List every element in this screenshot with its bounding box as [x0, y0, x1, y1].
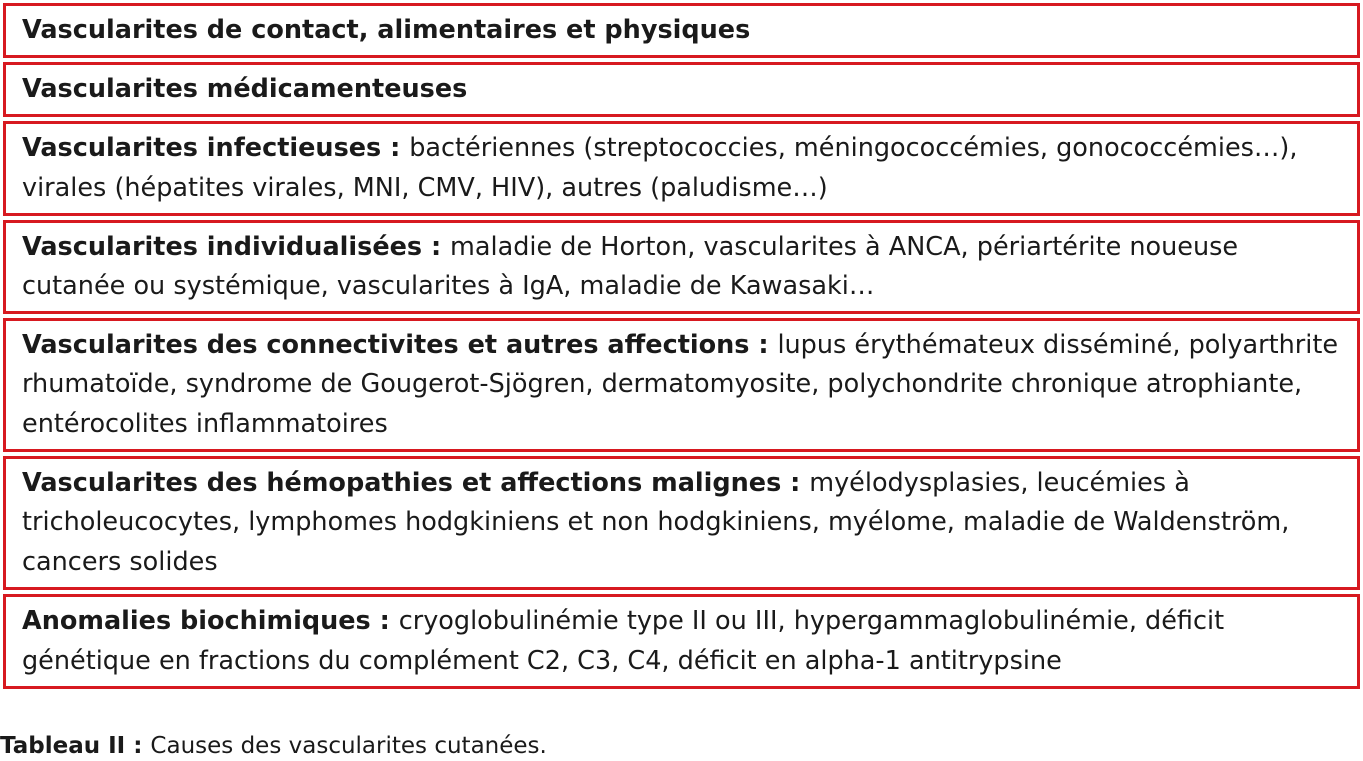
table-caption [0, 731, 547, 761]
row-label: Vascularites de contact, alimentaires et physiques [22, 14, 751, 45]
table-row [3, 318, 1360, 452]
caption-text: Causes des vascularites cutanées. [150, 733, 547, 759]
table-row [3, 456, 1360, 590]
row-text: lupus érythémateux disséminé, polyarthrite rhumatoïde, syndrome de Gougerot-Sjögren, dermatomyosite, polychondrite chronique atrophiante, entérocolites inflammatoires [22, 329, 1339, 439]
row-text: bactériennes (streptococcies, méningococcémies, gonococcémies…), virales (hépatites virales, MNI, CMV, HIV), autres (paludisme…) [22, 133, 1298, 203]
causes-table [3, 3, 1360, 693]
row-label: Anomalies biochimiques : [22, 606, 399, 636]
row-text: cryoglobulinémie type II ou III, hypergammaglobulinémie, déficit génétique en fractions du complément C2, C3, C4, déficit en alpha-1 antitrypsine [22, 606, 1225, 676]
table-row [3, 220, 1360, 314]
row-label: Vascularites médicamenteuses [22, 73, 468, 104]
table-row [3, 3, 1360, 58]
table-row [3, 62, 1360, 117]
row-label: Vascularites individualisées : [22, 231, 451, 262]
row-label: Vascularites des connectivites et autres affections : [22, 329, 778, 360]
row-text: maladie de Horton, vascularites à ANCA, périartérite noueuse cutanée ou systémique, vascularites à IgA, maladie de Kawasaki… [22, 231, 1239, 301]
row-label: Vascularites infectieuses : [22, 133, 410, 163]
caption-label: Tableau II : [0, 733, 151, 759]
table-row [3, 594, 1360, 689]
row-text: myélodysplasies, leucémies à tricholeucocytes, lymphomes hodgkiniens et non hodgkiniens, myélome, maladie de Waldenström, cancers solides [22, 467, 1290, 577]
row-label: Vascularites des hémopathies et affections malignes : [22, 467, 810, 498]
table-row [3, 121, 1360, 216]
